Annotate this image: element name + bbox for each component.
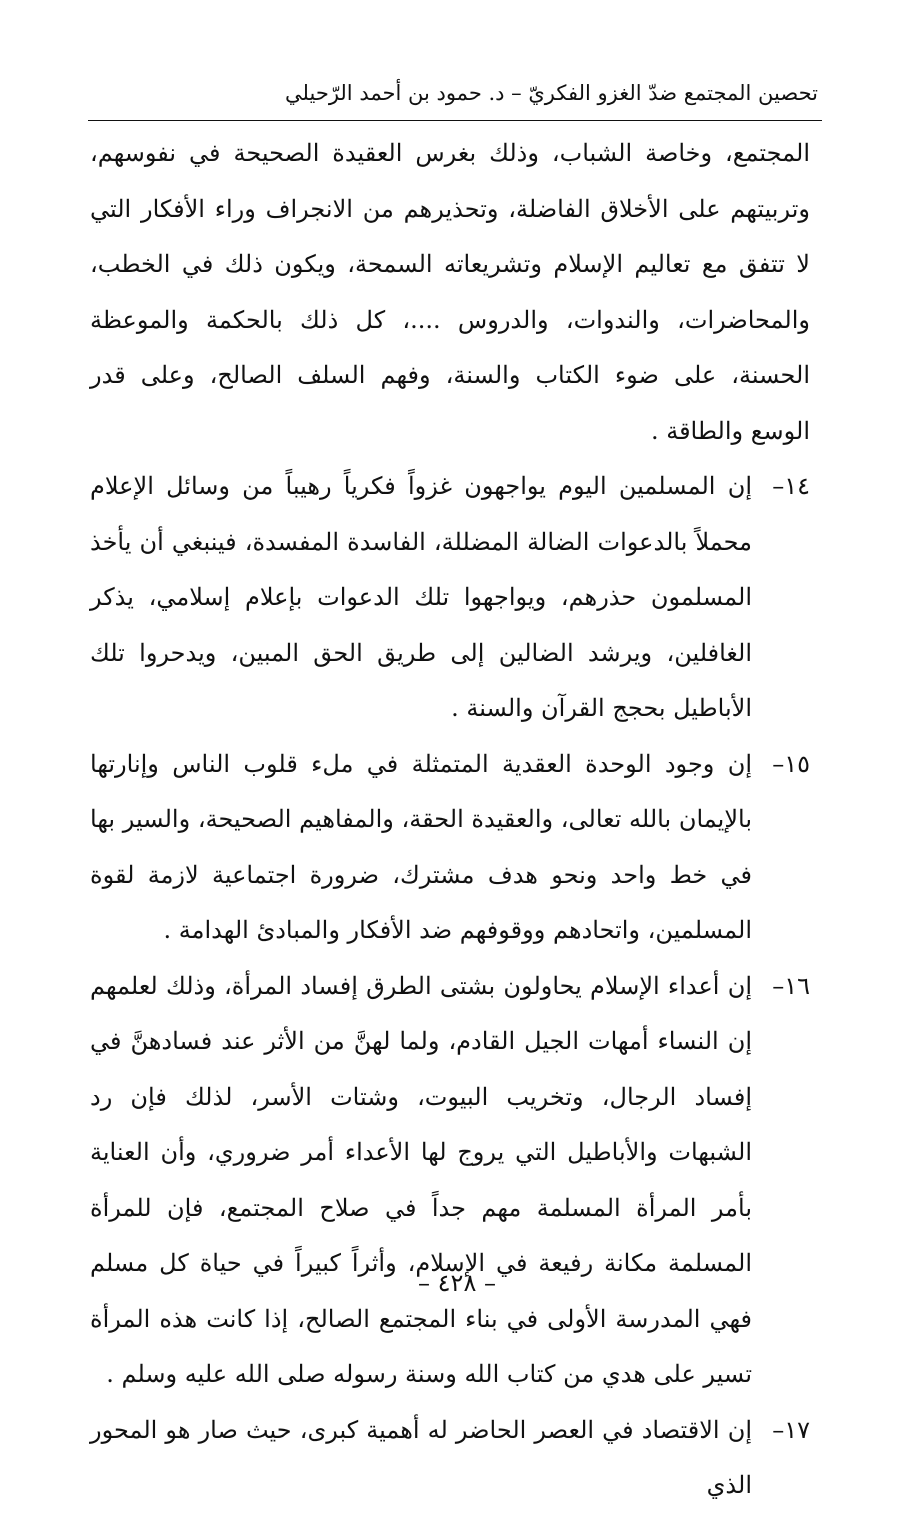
item-text: إن وجود الوحدة العقدية المتمثلة في ملء قلوب الناس وإنارتها بالإيمان بالله تعالى، والعقيدة الحقة، والمفاهيم الصحيحة، والسير بها في خط واحد ونحو هدف مشترك، ضرورة اجتماعية لازمة لقوة المسلمين، واتحادهم ووقوفهم ضد الأفكار والمبادئ الهدامة . — [90, 749, 752, 944]
item-text: إن المسلمين اليوم يواجهون غزواً فكرياً رهيباً من وسائل الإعلام محملاً بالدعوات الضالة المضللة، الفاسدة المفسدة، فينبغي أن يأخذ المسلمون حذرهم، ويواجهوا تلك الدعوات بإعلام إسلامي، يذكر الغافلين، ويرشد الضالين إلى طريق الحق المبين، ويدحروا تلك الأباطيل بحجج القرآن والسنة . — [90, 472, 752, 722]
item-text: إن الاقتصاد في العصر الحاضر له أهمية كبرى، حيث صار هو المحور الذي — [90, 1415, 752, 1499]
item-number: ١٦– — [772, 971, 810, 1000]
item-text: إن أعداء الإسلام يحاولون بشتى الطرق إفساد المرأة، وذلك لعلمهم إن النساء أمهات الجيل القادم، ولما لهنَّ من الأثر عند فسادهنَّ في إفساد الرجال، وتخريب البيوت، وشتات الأسر، لذلك فإن رد الشبهات والأباطيل التي يروج لها الأعداء أمر ضروري، وأن العناية بأمر المرأة المسلمة مهم جداً في صلاح المجتمع، فإن للمرأة المسلمة مكانة رفيعة في الإسلام، وأثراً كبيراً في حياة كل مسلم فهي المدرسة الأولى في بناء المجتمع الصالح، إذا كانت هذه المرأة تسير على هدي من كتاب الله وسنة رسوله صلى الله عليه وسلم . — [90, 971, 752, 1388]
numbered-item-17 — [90, 1403, 810, 1514]
running-header: تحصين المجتمع ضدّ الغزو الفكريّ – د. حمود بن أحمد الرّحيلي — [285, 81, 818, 105]
numbered-item-15 — [90, 737, 810, 959]
item-number: ١٤– — [772, 472, 810, 500]
header-divider — [88, 120, 822, 121]
page-body — [90, 126, 810, 1514]
page-number: – ٤٢٨ – — [418, 1269, 496, 1297]
item-number: ١٧– — [772, 1415, 810, 1444]
intro-paragraph: المجتمع، وخاصة الشباب، وذلك بغرس العقيدة الصحيحة في نفوسهم، وتربيتهم على الأخلاق الفاضلة، وتحذيرهم من الانجراف وراء الأفكار التي لا تتفق مع تعاليم الإسلام وتشريعاته السمحة، ويكون ذلك في الخطب، والمحاضرات، والندوات، والدروس ....، كل ذلك بالحكمة والموعظة الحسنة، على ضوء الكتاب والسنة، وفهم السلف الصالح، وعلى قدر الوسع والطاقة . — [90, 139, 810, 445]
numbered-item-16 — [90, 959, 810, 1403]
numbered-item-14 — [90, 459, 810, 737]
item-number: ١٥– — [772, 749, 810, 778]
